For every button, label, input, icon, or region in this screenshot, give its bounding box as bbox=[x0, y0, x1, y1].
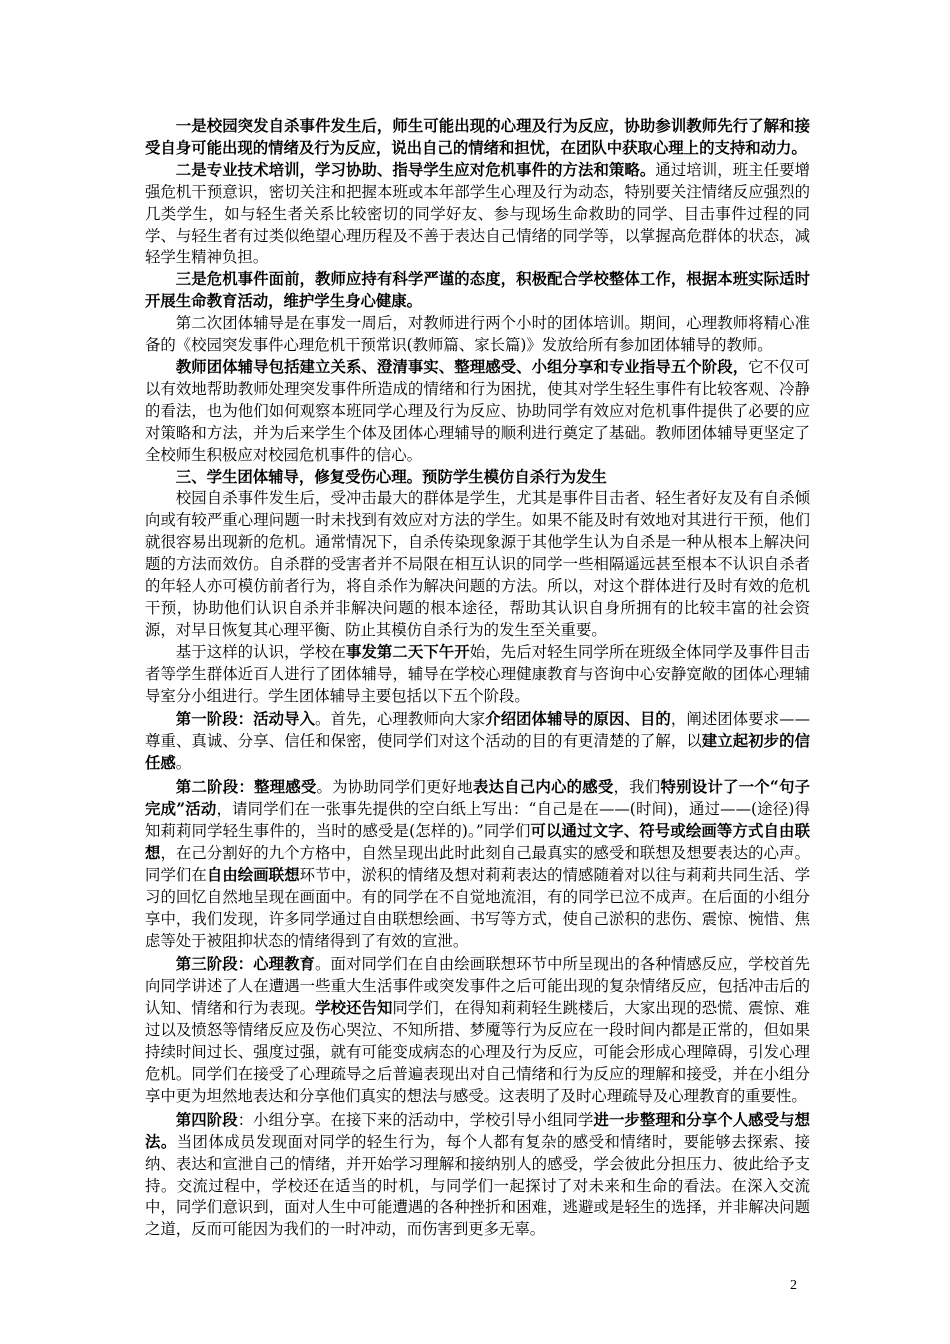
page-number: 2 bbox=[790, 1278, 797, 1293]
bold-text: 可以通过文字、符号或绘画等方式自由联想 bbox=[145, 822, 810, 862]
body-text: 通过培训，班主任要增强危机干预意识，密切关注和把握本班或本年部学生心理及行为动态，特别要关注情绪反应强烈的几类学生，如与轻生者关系比较密切的同学好友、参与现场生命救助的同学、目击事件过程的同学、与轻生者有过类似绝望心理历程及不善于表达自己情绪的同学等，以掌握高危群体的状态，减轻学生精神负担。 bbox=[145, 160, 810, 267]
body-text: 。面对同学们在自由绘画联想环节中所呈现出的各种情感反应，学校首先向同学讲述了人在遭遇一些重大生活事件或突发事件之后可能出现的复杂情绪反应，包括冲击后的认知、情绪和行为表现。 bbox=[145, 955, 810, 1018]
body-text: 它不仅可以有效地帮助教师处理突发事件所造成的情绪和行为困扰，使其对学生轻生事件有比较客观、冷静的看法，也为他们如何观察本班同学心理及行为反应、协助同学有效应对危机事件提供了必要的应对策略和方法，并为后来学生个体及团体心理辅导的顺利进行奠定了基础。教师团体辅导更坚定了全校师生积极应对校园危机事件的信心。 bbox=[145, 357, 810, 464]
paragraph bbox=[145, 1110, 810, 1241]
body-text: ，在己分割好的九个方格中，自然呈现出此时此刻自己最真实的感受和联想及想要表达的心声。同学们在 bbox=[145, 843, 810, 884]
paragraph bbox=[145, 160, 810, 270]
bold-text: 二是专业技术培训，学习协助、指导学生应对危机事件的方法和策略。 bbox=[175, 160, 656, 179]
body-text: 基于这样的认识，学校在 bbox=[175, 642, 346, 661]
bold-text: 建立起初步的信任感 bbox=[145, 732, 810, 773]
body-text: 始，先后对轻生同学所在班级全体同学及事件目击者等学生群体近百人进行了团体辅导，辅导在学校心理健康教育与咨询中心安静宽敞的团体心理辅导室分小组进行。学生团体辅导主要包括以下五个阶段。 bbox=[145, 642, 810, 705]
bold-text: 特别设计了一个“句子完成”活动 bbox=[145, 778, 810, 819]
body-text: ，我们 bbox=[613, 778, 661, 797]
paragraph bbox=[145, 709, 810, 775]
body-text: 。 bbox=[175, 754, 192, 773]
paragraph bbox=[145, 488, 810, 641]
body-text: 当团体成员发现面对同学的轻生行为，每个人都有复杂的感受和情绪时，要能够去探索、接纳、表达和宣泄自己的情绪，并开始学习理解和接纳别人的感受，学会彼此分担压力、彼此给予支持。交流过程中，学校还在适当的时机，与同学们一起探讨了对未来和生命的看法。在深入交流中，同学们意识到，面对人生中可能遭遇的各种挫折和困难，逃避或是轻生的选择，并非解决问题之道，反而可能因为我们的一时冲动，而伤害到更多无辜。 bbox=[145, 1132, 810, 1239]
paragraph bbox=[145, 313, 810, 357]
body-text: ：小组分享。在接下来的活动中，学校引导小组同学 bbox=[237, 1110, 594, 1129]
paragraph bbox=[145, 954, 810, 1107]
bold-text: 自由绘画联想 bbox=[206, 865, 300, 884]
bold-text: 教师团体辅导包括建立关系、澄清事实、整理感受、小组分享和专业指导五个阶段， bbox=[175, 357, 749, 376]
body-text: ，阐述团体要求——尊重、真诚、分享、信任和保密，使同学们对这个活动的目的有更清楚的了解，以 bbox=[145, 710, 810, 751]
body-text: 。首先，心理教师向大家 bbox=[315, 710, 486, 729]
bold-text: 第四阶段 bbox=[175, 1110, 238, 1129]
body-text: 第二次团体辅导是在事发一周后，对教师进行两个小时的团体培训。期间，心理教师将精心准备的《校园突发事件心理危机干预常识(教师篇、家长篇)》发放给所有参加团体辅导的教师。 bbox=[145, 314, 810, 355]
bold-text: 介绍团体辅导的原因、目的 bbox=[485, 710, 671, 729]
paragraph bbox=[145, 642, 810, 708]
body-text: 环节中，淤积的情绪及想对莉莉表达的情感随着对以往与莉莉共同生活、学习的回忆自然地呈现在画面中。有的同学在不自觉地流泪，有的同学已泣不成声。在后面的小组分享中，我们发现，许多同学通过自由联想绘画、书写等方式，使自己淤积的悲伤、震惊、惋惜、焦虑等处于被阻抑状态的情绪得到了有效的宣泄。 bbox=[145, 865, 810, 950]
bold-text: 事发第二天下午开 bbox=[345, 642, 470, 661]
body-text: 同学们，在得知莉莉轻生跳楼后，大家出现的恐慌、震惊、难过以及愤怒等情绪反应及伤心哭泣、不知所措、梦魇等行为反应在一段时间内都是正常的，但如果持续时间过长、强度过强，就有可能变成病态的心理及行为反应，可能会形成心理障碍，引发心理危机。同学们在接受了心理疏导之后普遍表现出对自己情绪和行为反应的理解和接受，并在小组分享中更为坦然地表达和分享他们真实的想法与感受。这表明了及时心理疏导及心理教育的重要性。 bbox=[145, 999, 810, 1105]
document-body bbox=[145, 116, 810, 1241]
paragraph bbox=[145, 269, 810, 313]
bold-text: 进一步整理和分享个人感受与想法。 bbox=[145, 1110, 810, 1151]
bold-text: 三、学生团体辅导，修复受伤心理。预防学生模仿自杀行为发生 bbox=[175, 467, 607, 486]
body-text: ，请同学们在一张事先提供的空白纸上写出：“自己是在——(时间)，通过——(途径)得知莉莉同学轻生事件的，当时的感受是(怎样的)。”同学们 bbox=[145, 800, 810, 840]
paragraph bbox=[145, 116, 810, 160]
bold-text: 第一阶段：活动导入 bbox=[175, 710, 316, 729]
paragraph bbox=[145, 467, 810, 489]
bold-text: 三是危机事件面前，教师应持有科学严谨的态度，积极配合学校整体工作，根据本班实际适时开展生命教育活动，维护学生身心健康。 bbox=[145, 270, 810, 311]
bold-text: 第二阶段：整理感受 bbox=[175, 778, 317, 797]
bold-text: 第三阶段：心理教育 bbox=[175, 955, 316, 974]
bold-text: 学校还告知 bbox=[315, 999, 393, 1018]
body-text: 。为协助同学们更好地 bbox=[316, 778, 473, 797]
body-text: 校园自杀事件发生后，受冲击最大的群体是学生，尤其是事件目击者、轻生者好友及有自杀倾向或有较严重心理问题一时未找到有效应对方法的学生。如果不能及时有效地对其进行干预，他们就很容易出现新的危机。通常情况下，自杀传染现象源于其他学生认为自杀是一种从根本上解决问题的方法而效仿。自杀群的受害者并不局限在相互认识的同学一些相隔遥远甚至根本不认识自杀者的年轻人亦可模仿前者行为，将自杀作为解决问题的方法。所以，对这个群体进行及时有效的危机干预，协助他们认识自杀并非解决问题的根本途径，帮助其认识自身所拥有的比较丰富的社会资源，对早日恢复其心理平衡、防止其模仿自杀行为的发生至关重要。 bbox=[145, 489, 810, 639]
paragraph bbox=[145, 357, 810, 467]
bold-text: 一是校园突发自杀事件发生后，师生可能出现的心理及行为反应，协助参训教师先行了解和接受自身可能出现的情绪及行为反应，说出自己的情绪和担忧，在团队中获取心理上的支持和动力。 bbox=[145, 117, 810, 157]
bold-text: 表达自己内心的感受 bbox=[472, 778, 614, 797]
paragraph bbox=[145, 777, 810, 952]
